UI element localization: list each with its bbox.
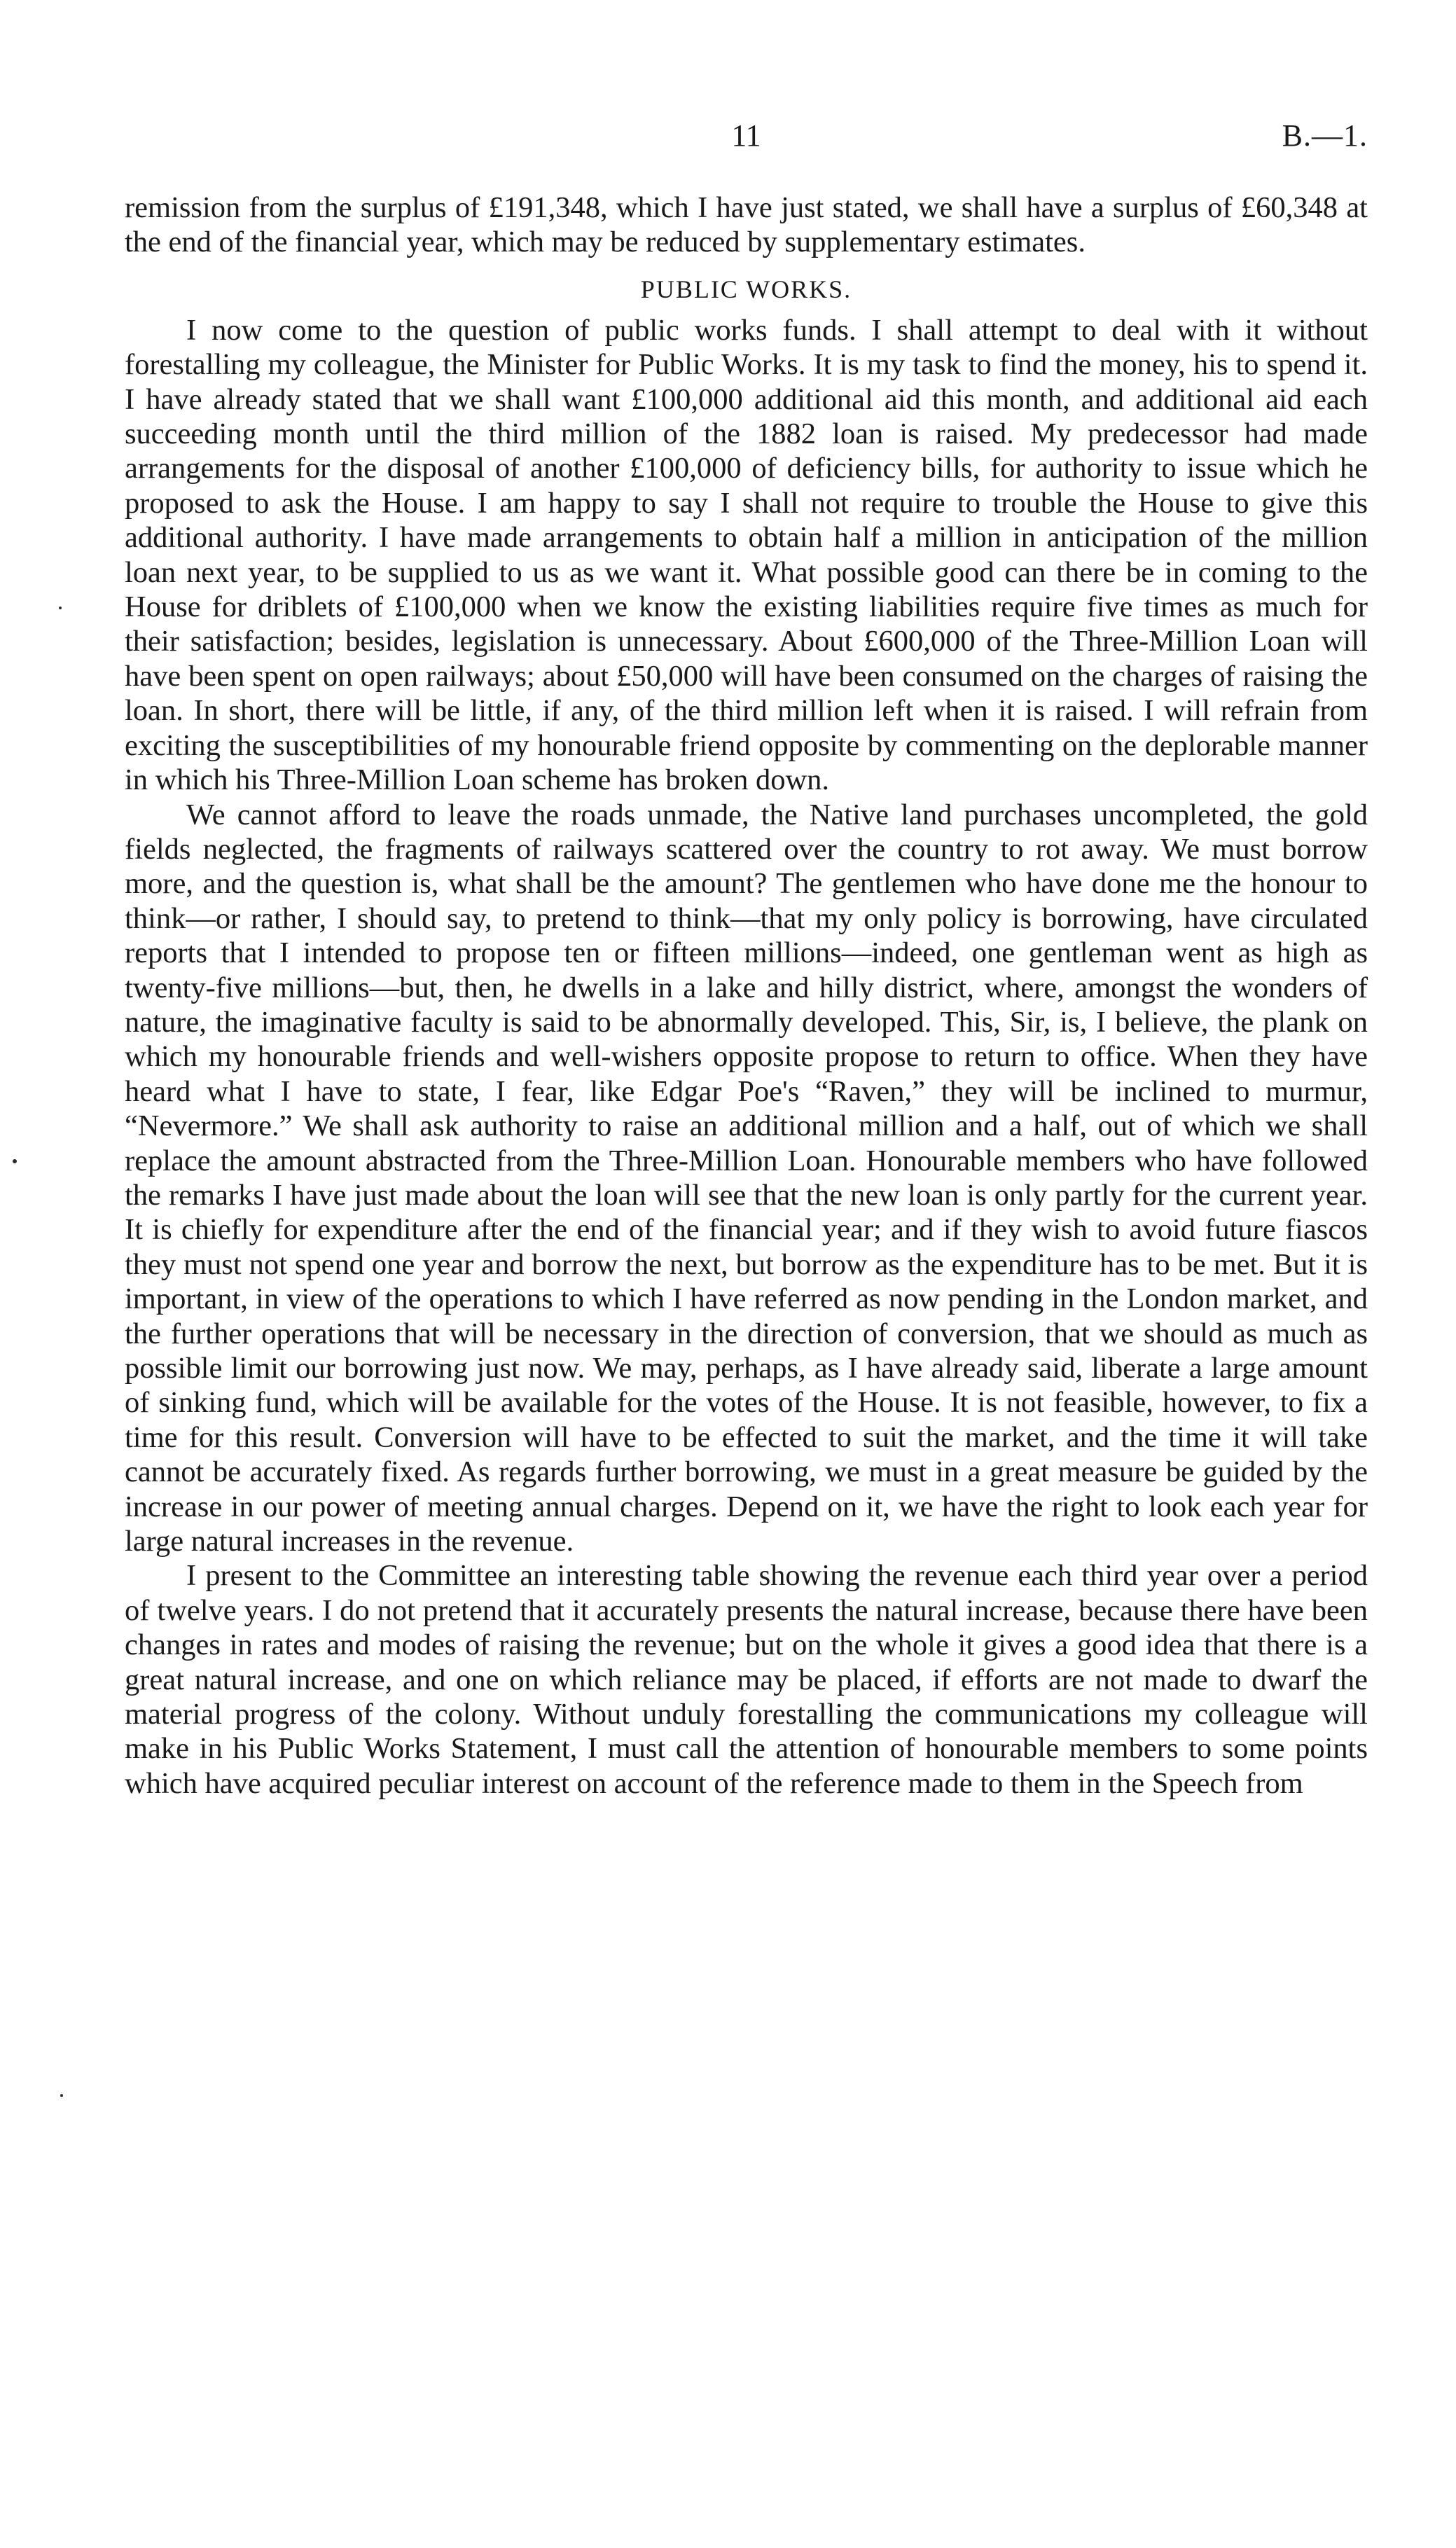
margin-mark-dot [59, 607, 62, 609]
paragraph-surplus: remission from the surplus of £191,348, which I have just stated, we shall have a surplus of £60,348 at the end of the financial year, which may be reduced by supplementary estimates. [125, 191, 1368, 259]
margin-mark-dot [13, 1159, 17, 1163]
paragraph-borrowing: We cannot afford to leave the roads unmade, the Native land purchases uncompleted, the gold fields neglected, the fragments of railways scattered over the country to rot away. We must borrow more, and the question is, what shall be the amount? The gentlemen who have done me the honour to think—or rather, I should say, to pretend to think—that my only policy is borrowing, have circulated reports that I intended to propose ten or fifteen millions—indeed, one gentleman went as high as twenty-five millions—but, then, he dwells in a lake and hilly district, where, amongst the wonders of nature, the imaginative faculty is said to be abnormally developed. This, Sir, is, I believe, the plank on which my honourable friends and well-wishers opposite propose to return to office. When they have heard what I have to state, I fear, like Edgar Poe's “Raven,” they will be inclined to murmur, “Nevermore.” We shall ask authority to raise an additional million and a half, out of which we shall replace the amount abstracted from the Three-Million Loan. Honourable members who have followed the remarks I have just made about the loan will see that the new loan is only partly for the current year. It is chiefly for expenditure after the end of the financial year; and if they wish to avoid future fiascos they must not spend one year and borrow the next, but borrow as the expenditure has to be met. But it is important, in view of the operations to which I have referred as now pending in the London market, and the further operations that will be necessary in the direction of conversion, that we should as much as possible limit our borrowing just now. We may, perhaps, as I have already said, liberate a large amount of sinking fund, which will be available for the votes of the House. It is not feasible, however, to fix a time for this result. Conversion will have to be effected to suit the market, and the time it will take cannot be accurately fixed. As regards further borrowing, we must in a great measure be guided by the increase in our power of meeting annual charges. Depend on it, we have the right to look each year for large natural increases in the revenue. [125, 798, 1368, 1558]
document-reference: B.—1. [1282, 118, 1368, 153]
margin-mark-dot [60, 2094, 63, 2097]
paragraph-revenue-table: I present to the Committee an interesting table showing the revenue each third year over a period of twelve years. I do not pretend that it accurately presents the natural increase, because there have been changes in rates and modes of raising the revenue; but on the whole it gives a good idea that there is a great natural increase, and one on which reliance may be placed, if efforts are not made to dwarf the material progress of the colony. Without unduly forestalling the communications my colleague will make in his Public Works Statement, I must call the attention of honourable members to some points which have acquired peculiar interest on account of the reference made to them in the Speech from [125, 1559, 1368, 1800]
page-header [125, 118, 1368, 160]
paragraph-public-works-funds: I now come to the question of public works funds. I shall attempt to deal with it without forestalling my colleague, the Minister for Public Works. It is my task to find the money, his to spend it. I have already stated that we shall want £100,000 additional aid this month, and additional aid each succeeding month until the third million of the 1882 loan is raised. My predecessor had made arrangements for the disposal of another £100,000 of deficiency bills, for authority to issue which he proposed to ask the House. I am happy to say I shall not require to trouble the House to give this additional authority. I have made arrangements to obtain half a million in anticipation of the million loan next year, to be supplied to us as we want it. What possible good can there be in coming to the House for driblets of £100,000 when we know the existing liabilities require five times as much for their satisfaction; besides, legislation is unnecessary. About £600,000 of the Three-Million Loan will have been spent on open railways; about £50,000 will have been consumed on the charges of raising the loan. In short, there will be little, if any, of the third million left when it is raised. I will refrain from exciting the susceptibilities of my honourable friend opposite by commenting on the deplorable manner in which his Three-Million Loan scheme has broken down. [125, 313, 1368, 797]
body-text [125, 191, 1368, 1801]
page-number: 11 [731, 118, 761, 153]
section-heading-public-works: PUBLIC WORKS. [640, 275, 852, 303]
